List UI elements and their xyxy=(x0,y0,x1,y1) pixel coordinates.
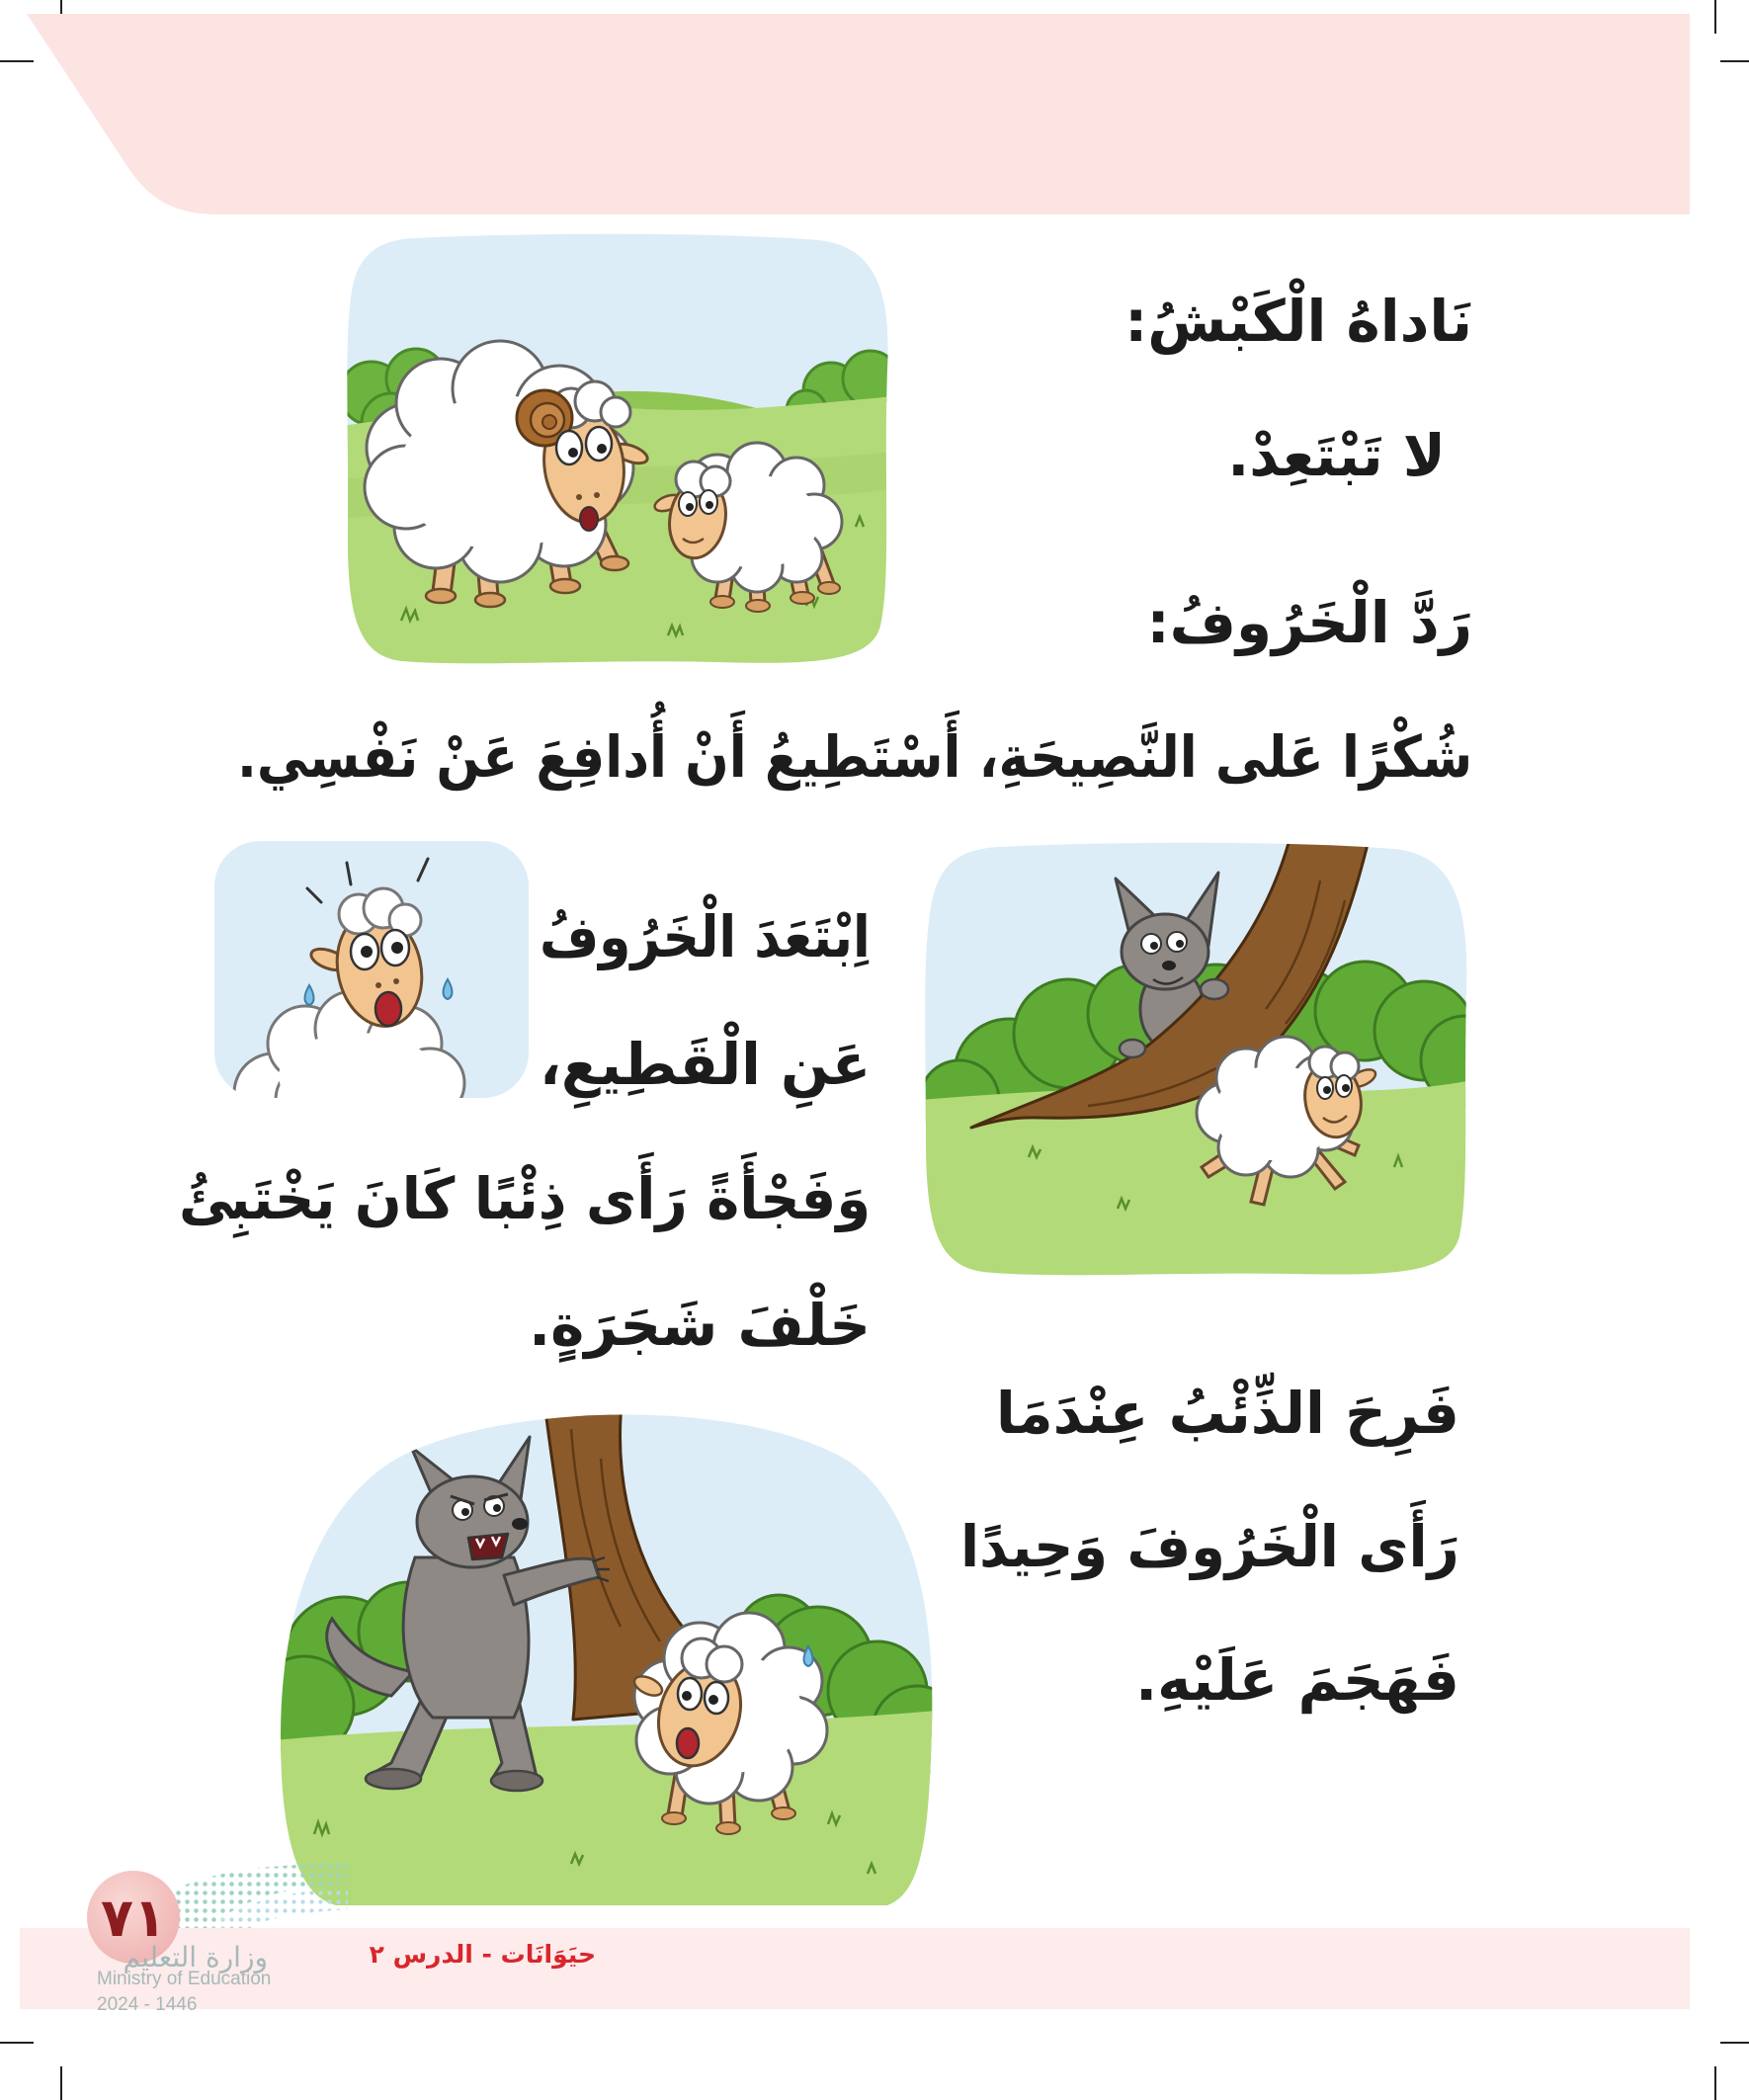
crop-mark xyxy=(1720,2042,1749,2044)
wolf-behind-tree-illustration xyxy=(920,841,1472,1279)
ministry-logo-dots xyxy=(174,1862,348,1928)
story-line-1: نَاداهُ الْكَبْشُ: xyxy=(1124,288,1472,355)
story-line-11: فَهَجَمَ عَلَيْهِ. xyxy=(1135,1646,1459,1714)
story-line-9: فَرِحَ الذِّئْبُ عِنْدَمَا xyxy=(995,1380,1459,1447)
story-line-7: وَفَجْأَةً رَأَى ذِئْبًا كَانَ يَخْتَبِئُ xyxy=(178,1165,871,1232)
crop-mark xyxy=(60,2066,62,2100)
top-banner xyxy=(0,0,1749,227)
ram-and-lamb-illustration xyxy=(342,230,894,667)
ministry-name-english: Ministry of Education xyxy=(97,1969,272,1989)
story-line-10: رَأَى الْخَرُوفَ وَحِيدًا xyxy=(960,1513,1459,1580)
story-line-4: شُكْرًا عَلى النَّصِيحَةِ، أَسْتَطِيعُ أَنْ أُدافِعَ عَنْ نَفْسِي. xyxy=(236,723,1472,791)
page-number: ٧١ xyxy=(87,1871,180,1964)
story-line-2: لا تَبْتَعِدْ. xyxy=(1227,422,1446,489)
scared-lamb-illustration xyxy=(214,841,529,1098)
crop-mark xyxy=(1714,2066,1716,2100)
story-line-6: عَنِ الْقَطِيعِ، xyxy=(539,1031,871,1098)
story-line-8: خَلْفَ شَجَرَةٍ. xyxy=(529,1292,871,1359)
ministry-year: 2024 - 1446 xyxy=(97,1994,198,2015)
crop-mark xyxy=(0,2042,34,2044)
lesson-title: حيَوَانَات - الدرس ٢ xyxy=(369,1940,596,1969)
ministry-name-arabic: وزارة التعليم xyxy=(123,1941,268,1974)
wolf-attacks-lamb-illustration xyxy=(275,1399,937,1915)
story-line-3: رَدَّ الْخَرُوفُ: xyxy=(1146,589,1472,656)
story-line-5: اِبْتَعَدَ الْخَرُوفُ xyxy=(540,903,871,970)
